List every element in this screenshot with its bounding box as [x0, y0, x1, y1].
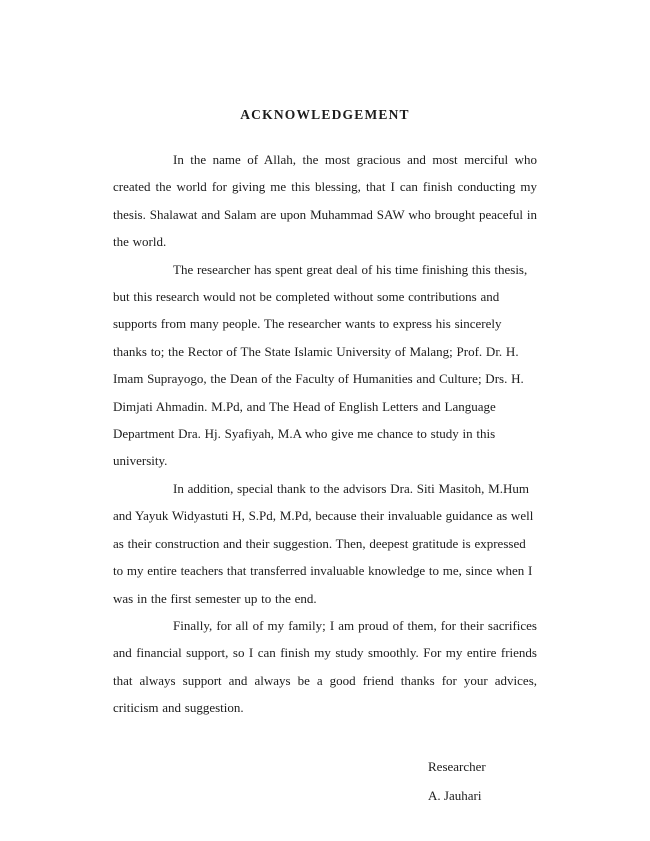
paragraph-thanks-family: Finally, for all of my family; I am proud of them, for their sacrifices and financial support, so I can finish my study smoothly. For my entire friends that always support and always be a good friend thanks for your advices, criticism and suggestion.: [113, 617, 537, 716]
paragraph-thanks-advisors: In addition, special thank to the advisors Dra. Siti Masitoh, M.Hum and Yayuk Widyastuti H, S.Pd, M.Pd, because their invaluable guidance as well as their construction and their suggestion. Then, deepest gratitude is expressed to my entire teachers that transferred invaluable knowledge to me, since when I was in the first semester up to the end.: [113, 480, 534, 606]
page-title: ACKNOWLEDGEMENT: [240, 107, 410, 122]
signature-role: Researcher: [428, 758, 486, 774]
signature-block: [113, 752, 537, 810]
paragraph-opening: In the name of Allah, the most gracious and most merciful who created the world for giving me this blessing, that I can finish conducting my thesis. Shalawat and Salam are upon Muhammad SAW who brought peaceful in the world.: [113, 152, 537, 250]
signature-name: A. Jauhari: [428, 787, 482, 803]
paragraph-thanks-officials: The researcher has spent great deal of his time finishing this thesis, but this research would not be completed without some contributions and supports from many people. The researcher wants to express his sincerely thanks to; the Rector of The State Islamic University of Malang; Prof. Dr. H. Imam Suprayogo, the Dean of the Faculty of Humanities and Culture; Drs. H. Dimjati Ahmadin. M.Pd, and The Head of English Letters and Language Department Dra. Hj. Syafiyah, M.A who give me chance to study in this university.: [113, 261, 528, 469]
